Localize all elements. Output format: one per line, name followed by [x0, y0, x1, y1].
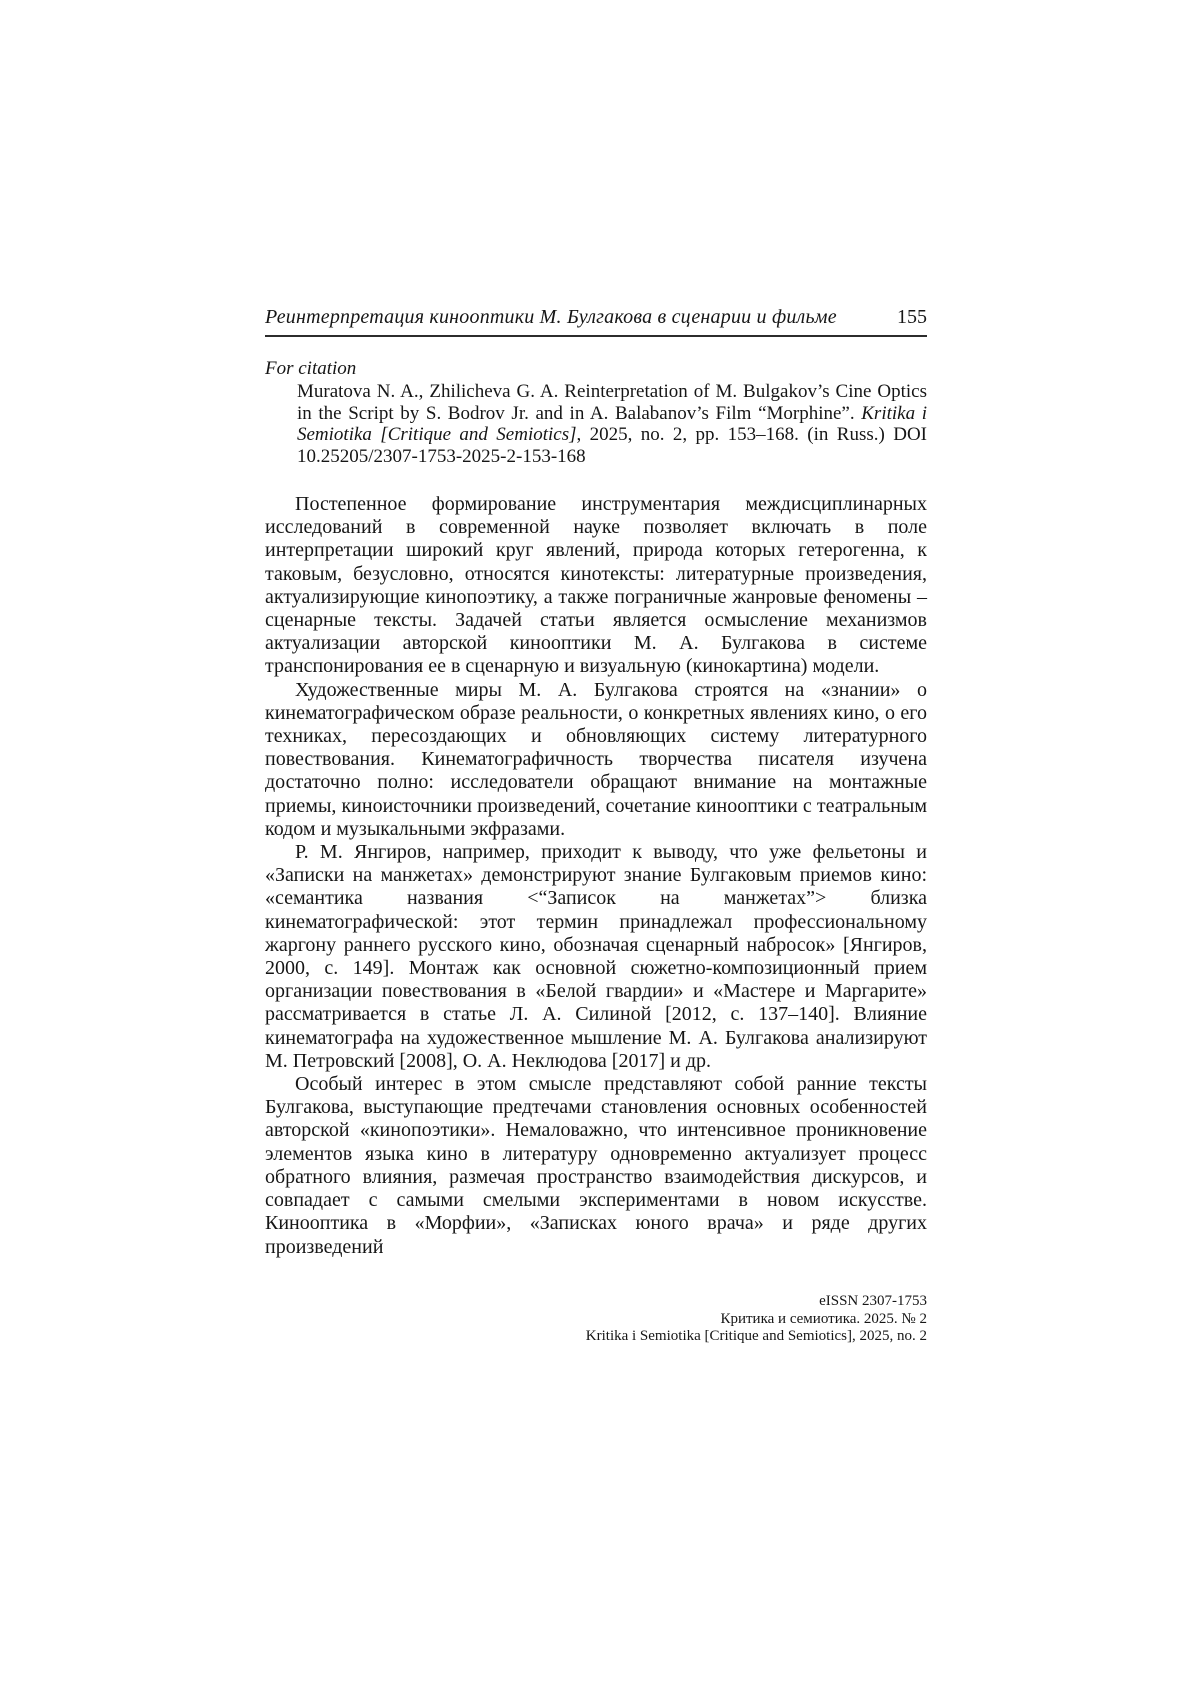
page-number: 155 — [897, 306, 927, 328]
footer-eissn: eISSN 2307-1753 — [819, 1293, 927, 1309]
article-body — [265, 493, 927, 1259]
for-citation-label: For citation — [265, 358, 357, 379]
footer-journal-en: Kritika i Semiotika [Critique and Semiotics], 2025, no. 2 — [585, 1328, 927, 1344]
body-paragraph-4: Особый интерес в этом смысле представляют собой ранние тексты Булгакова, выступающие предтечами становления основных особенностей авторской «кинопоэтики». Немаловажно, что интенсивное проникновение элементов языка кино в литературу одновременно актуализует процесс обратного влияния, размечая пространство взаимодействия дискурсов, и совпадает с самыми смелыми экспериментами в новом искусстве. Кинооптика в «Морфии», «Записках юного врача» и ряде других произведений — [265, 1073, 927, 1258]
running-header — [265, 306, 927, 337]
footer-journal-ru: Критика и семиотика. 2025. № 2 — [720, 1310, 927, 1327]
running-head-title: Реинтерпретация кинооптики М. Булгакова в сценарии и фильме — [265, 306, 837, 328]
citation-text — [297, 381, 927, 467]
page-content — [265, 306, 927, 1259]
citation-roman-part-1: Muratova N. A., Zhilicheva G. A. Reinterpretation of M. Bulgakov’s Cine Optics in the Script by S. Bodrov Jr. and in A. Balabanov’s Film “Morphine”. — [297, 381, 927, 424]
body-paragraph-3: Р. М. Янгиров, например, приходит к выводу, что уже фельетоны и «Записки на манжетах» демонстрируют знание Булгаковым приемов кино: «семантика названия <“Записок на манжетах”> близка кинематографической: этот термин принадлежал профессиональному жаргону раннего русского кино, обозначая сценарный набросок» [Янгиров, 2000, с. 149]. Монтаж как основной сюжетно-композиционный прием организации повествования в «Белой гвардии» и «Мастере и Маргарите» рассматривается в статье Л. А. Силиной [2012, с. 137–140]. Влияние кинематографа на художественное мышление М. А. Булгакова анализируют М. Петровский [2008], О. А. Неклюдова [2017] и др. — [265, 841, 927, 1072]
citation-roman-part-2: , 2025, no. 2, pp. 153–168. (in Russ.) DOI 10.25205/2307-1753-2025-2-153-168 — [297, 424, 927, 467]
body-paragraph-2: Художественные миры М. А. Булгакова строятся на «знании» о кинематографическом образе реальности, о конкретных явлениях кино, о его техниках, пересоздающих и обновляющих систему литературного повествования. Кинематографичность творчества писателя изучена достаточно полно: исследователи обращают внимание на монтажные приемы, киноисточники произведений, сочетание кинооптики с театральным кодом и музыкальными экфразами. — [265, 678, 927, 840]
journal-footer — [265, 1293, 927, 1346]
body-paragraph-1: Постепенное формирование инструментария междисциплинарных исследований в современной науке позволяет включать в поле интерпретации широкий круг явлений, природа которых гетерогенна, к таковым, безусловно, относятся кинотексты: литературные произведения, актуализирующие кинопоэтику, а также пограничные жанровые феномены – сценарные тексты. Задачей статьи является осмысление механизмов актуализации авторской кинооптики М. А. Булгакова в системе транспонирования ее в сценарную и визуальную (кинокартина) модели. — [265, 493, 927, 678]
citation-journal-title-italic: Kritika i Semiotika [Critique and Semiotics] — [297, 402, 927, 445]
